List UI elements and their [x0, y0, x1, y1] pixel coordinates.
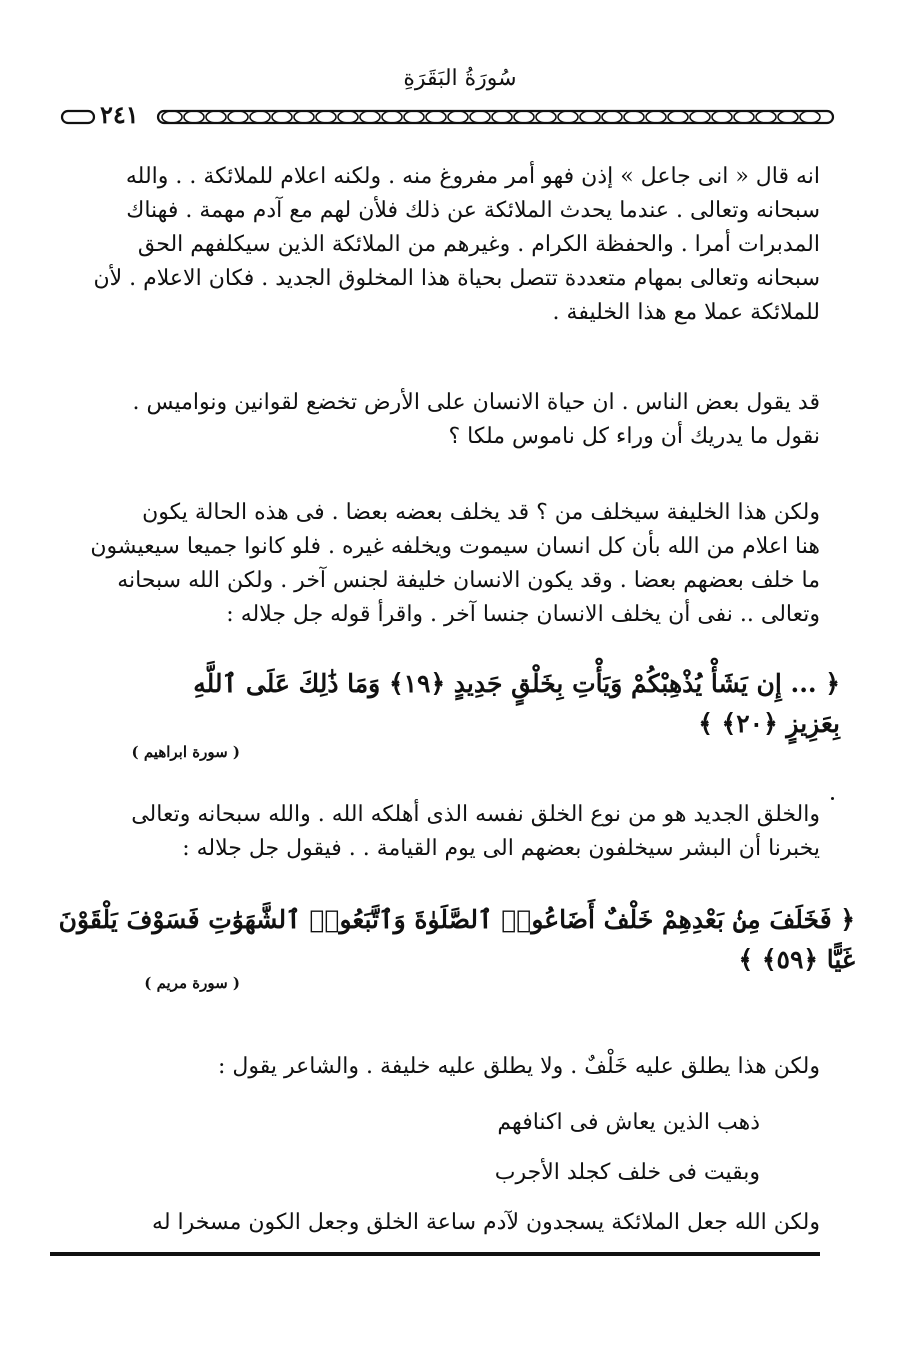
poem-line-2: وبقيت فى خلف كجلد الأجرب — [494, 1160, 760, 1185]
margin-dot — [831, 797, 834, 800]
verse-source-maryam: ( سورة مريم ) — [144, 974, 240, 992]
paragraph-5: ولكن هذا يطلق عليه خَلْفٌ . ولا يطلق عليه خليفة . والشاعر يقول : — [218, 1054, 820, 1079]
paragraph-4: والخلق الجديد هو من نوع الخلق نفسه الذى أهلكه الله . والله سبحانه وتعالى يخبرنا أن البشر سيخلفون بعضهم الى يوم القيامة . . فيقول جل جلاله : — [131, 802, 820, 861]
quran-verse-maryam: ﴿ فَخَلَفَ مِنۢ بَعْدِهِمْ خَلْفٌ أَضَاعُوا۟ ٱلصَّلَوٰةَ وَٱتَّبَعُوا۟ ٱلشَّهَوَٰتِ فَسَوْفَ يَلْقَوْنَ غَيًّا ﴿٥٩﴾ ﴾ — [58, 905, 855, 974]
paragraph-1: انه قال « انى جاعل » إذن فهو أمر مفروغ منه . ولكنه اعلام للملائكة . . والله سبحانه وتعالى . عندما يحدث الملائكة عن ذلك فلأن لهم مع آدم مهمة . فهناك المدبرات أمرا . والحفظة الكرام . وغيرهم من الملائكة الذين سيكلفهم الحق سبحانه وتعالى بمهام متعددة تتصل بحياة هذا المخلوق الجديد . فكان الاعلام . لأن للملائكة عملا مع هذا الخليفة . — [93, 164, 820, 325]
surah-header-title: سُورَةُ البَقَرَةِ — [403, 66, 517, 91]
verse-source-ibrahim: ( سورة ابراهيم ) — [131, 743, 240, 761]
paragraph-2: قد يقول بعض الناس . ان حياة الانسان على الأرض تخضع لقوانين ونواميس . نقول ما يدريك أن وراء كل ناموس ملكا ؟ — [132, 390, 820, 449]
paragraph-last-line: ولكن الله جعل الملائكة يسجدون لآدم ساعة الخلق وجعل الكون مسخرا له — [152, 1210, 820, 1235]
page-number: ٢٤١ — [96, 100, 143, 129]
bottom-rule — [50, 1252, 820, 1256]
poem-line-1: ذهب الذين يعاش فى اكنافهم — [497, 1110, 760, 1135]
ornamental-header-border — [60, 100, 835, 134]
quran-verse-ibrahim: ﴿ ... إِن يَشَأْ يُذْهِبْكُمْ وَيَأْتِ بِخَلْقٍ جَدِيدٍ ﴿١٩﴾ وَمَا ذَٰلِكَ عَلَى ٱللَّهِ بِعَزِيزٍ ﴿٢٠﴾ ﴾ — [193, 669, 840, 738]
paragraph-3: ولكن هذا الخليفة سيخلف من ؟ قد يخلف بعضه بعضا . فى هذه الحالة يكون هنا اعلام من الله بأن كل انسان سيموت ويخلفه غيره . فلو كانوا جميعا سيعيشون ما خلف بعضهم بعضا . وقد يكون الانسان خليفة لجنس آخر . ولكن الله سبحانه وتعالى .. نفى أن يخلف الانسان جنسا آخر . واقرأ قوله جل جلاله : — [90, 500, 820, 627]
